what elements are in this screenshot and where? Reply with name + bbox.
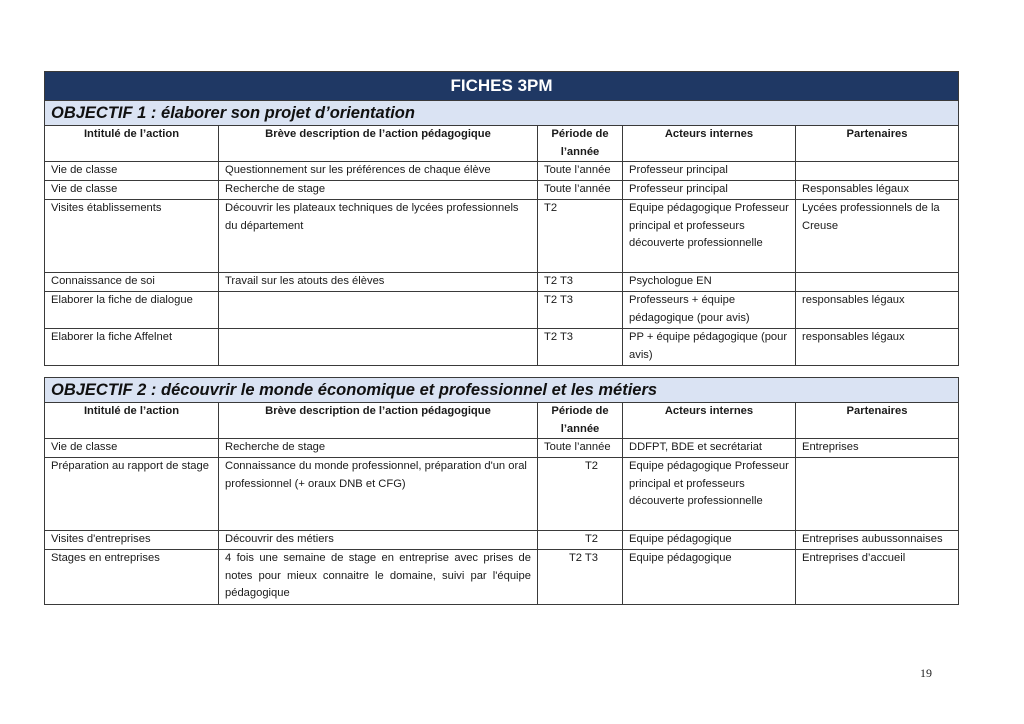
column-header-description: Brève description de l’action pédagogique — [219, 403, 538, 439]
page-number: 19 — [920, 666, 932, 680]
table-row — [45, 200, 959, 273]
document-title: FICHES 3PM — [45, 72, 959, 101]
cell-period: T2 T3 — [538, 550, 623, 605]
cell-partners: Entreprises d’accueil — [796, 550, 959, 605]
objective-heading: OBJECTIF 1 : élaborer son projet d’orientation — [45, 101, 959, 126]
cell-partners — [796, 273, 959, 292]
cell-description: Découvrir les plateaux techniques de lycées professionnels du département — [219, 200, 538, 273]
column-header-period: Période de l’année — [538, 126, 623, 162]
cell-actors: Equipe pédagogique — [623, 550, 796, 605]
cell-period: T2 T3 — [538, 292, 623, 329]
cell-description: Recherche de stage — [219, 439, 538, 458]
cell-actors: Equipe pédagogique — [623, 531, 796, 550]
cell-description: Questionnement sur les préférences de chaque élève — [219, 162, 538, 181]
cell-partners: Entreprises — [796, 439, 959, 458]
cell-partners — [796, 458, 959, 531]
cell-actors: Psychologue EN — [623, 273, 796, 292]
cell-description — [219, 292, 538, 329]
cell-period: Toute l’année — [538, 439, 623, 458]
column-header-actors: Acteurs internes — [623, 403, 796, 439]
cell-period: T2 — [538, 531, 623, 550]
cell-partners: Lycées professionnels de la Creuse — [796, 200, 959, 273]
cell-partners: Entreprises aubussonnaises — [796, 531, 959, 550]
cell-actors: Equipe pédagogique Professeur principal et professeurs découverte professionnelle — [623, 200, 796, 273]
cell-partners: responsables légaux — [796, 292, 959, 329]
cell-action: Vie de classe — [45, 162, 219, 181]
column-header-actors: Acteurs internes — [623, 126, 796, 162]
column-header-description: Brève description de l’action pédagogique — [219, 126, 538, 162]
cell-actors: Professeur principal — [623, 162, 796, 181]
table-row — [45, 181, 959, 200]
table-row — [45, 550, 959, 605]
cell-action: Vie de classe — [45, 181, 219, 200]
cell-period: Toute l’année — [538, 181, 623, 200]
column-header-partners: Partenaires — [796, 403, 959, 439]
cell-action: Visites d'entreprises — [45, 531, 219, 550]
cell-actors: Equipe pédagogique Professeur principal et professeurs découverte professionnelle — [623, 458, 796, 531]
cell-action: Elaborer la fiche Affelnet — [45, 329, 219, 366]
cell-period: T2 — [538, 200, 623, 273]
table-row — [45, 531, 959, 550]
cell-action: Préparation au rapport de stage — [45, 458, 219, 531]
cell-action: Vie de classe — [45, 439, 219, 458]
table-row — [45, 439, 959, 458]
table-row — [45, 329, 959, 366]
cell-partners: Responsables légaux — [796, 181, 959, 200]
cell-actors: Professeur principal — [623, 181, 796, 200]
table-row — [45, 458, 959, 531]
column-header-action: Intitulé de l’action — [45, 403, 219, 439]
cell-period: T2 T3 — [538, 329, 623, 366]
cell-actors: Professeurs + équipe pédagogique (pour avis) — [623, 292, 796, 329]
cell-description: Connaissance du monde professionnel, préparation d'un oral professionnel (+ oraux DNB et CFG) — [219, 458, 538, 531]
column-header-partners: Partenaires — [796, 126, 959, 162]
cell-partners — [796, 162, 959, 181]
cell-description — [219, 329, 538, 366]
cell-partners: responsables légaux — [796, 329, 959, 366]
cell-period: T2 — [538, 458, 623, 531]
cell-description: Travail sur les atouts des élèves — [219, 273, 538, 292]
objective-2-table — [44, 377, 959, 605]
cell-description: Recherche de stage — [219, 181, 538, 200]
cell-description: 4 fois une semaine de stage en entreprise avec prises de notes pour mieux connaitre le domaine, suivi par l'équipe pédagogique — [219, 550, 538, 605]
objective-heading: OBJECTIF 2 : découvrir le monde économique et professionnel et les métiers — [45, 378, 959, 403]
cell-period: T2 T3 — [538, 273, 623, 292]
cell-action: Stages en entreprises — [45, 550, 219, 605]
cell-description: Découvrir des métiers — [219, 531, 538, 550]
cell-action: Elaborer la fiche de dialogue — [45, 292, 219, 329]
column-header-period: Période de l’année — [538, 403, 623, 439]
table-row — [45, 292, 959, 329]
cell-period: Toute l’année — [538, 162, 623, 181]
table-row — [45, 273, 959, 292]
column-header-action: Intitulé de l’action — [45, 126, 219, 162]
cell-actors: DDFPT, BDE et secrétariat — [623, 439, 796, 458]
cell-action: Visites établissements — [45, 200, 219, 273]
table-row — [45, 162, 959, 181]
cell-actors: PP + équipe pédagogique (pour avis) — [623, 329, 796, 366]
objective-1-table — [44, 71, 959, 366]
cell-action: Connaissance de soi — [45, 273, 219, 292]
